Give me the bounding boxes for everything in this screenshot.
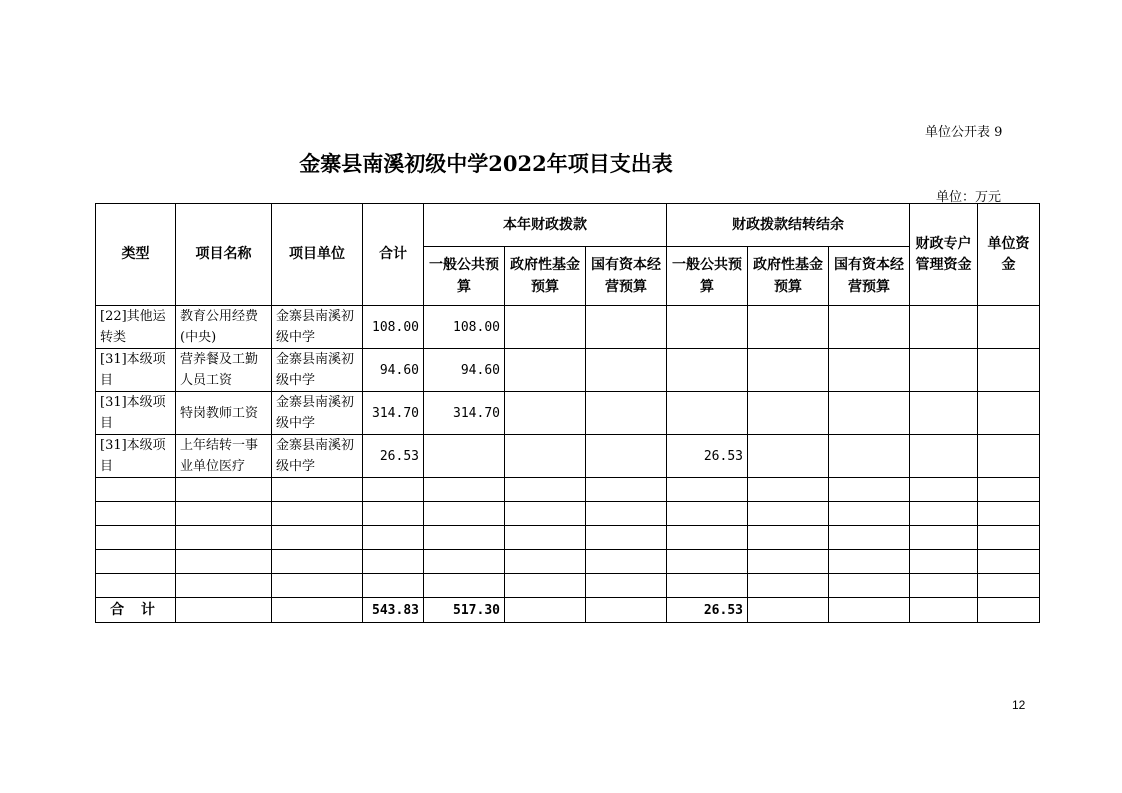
cell-state-capital-budget [586, 392, 667, 435]
table-row [96, 392, 1040, 435]
table-row [96, 306, 1040, 349]
cell-carry-general-budget: 26.53 [667, 435, 748, 478]
cell-state-capital-budget [586, 349, 667, 392]
cell-carry-general-budget [667, 349, 748, 392]
header-carry-fund-budget: 政府性基金预算 [748, 247, 829, 306]
cell-project-name: 特岗教师工资 [176, 392, 272, 435]
cell-general-budget: 108.00 [424, 306, 505, 349]
page-title: 金寨县南溪初级中学2022年项目支出表 [299, 151, 673, 176]
total-amount: 543.83 [363, 598, 424, 623]
total-carry-general-budget: 26.53 [667, 598, 748, 623]
cell-carry-fund-budget [748, 306, 829, 349]
header-special-account-funds: 财政专户管理资金 [910, 204, 978, 306]
table-row [96, 435, 1040, 478]
cell-total: 314.70 [363, 392, 424, 435]
cell-total: 108.00 [363, 306, 424, 349]
header-carry-general-budget: 一般公共预算 [667, 247, 748, 306]
header-current-year-funds: 本年财政拨款 [424, 204, 667, 247]
header-carryover-funds: 财政拨款结转结余 [667, 204, 910, 247]
cell-total: 94.60 [363, 349, 424, 392]
cell-special-account-funds [910, 349, 978, 392]
cell-project-name: 上年结转一事业单位医疗 [176, 435, 272, 478]
table-label: 单位公开表 9 [925, 125, 1003, 140]
page-number: 12 [1012, 698, 1026, 712]
cell-fund-budget [505, 349, 586, 392]
cell-state-capital-budget [586, 306, 667, 349]
cell-unit-funds [978, 435, 1040, 478]
cell-unit-funds [978, 349, 1040, 392]
cell-carry-state-capital-budget [829, 349, 910, 392]
header-total: 合计 [363, 204, 424, 306]
blank-row [96, 550, 1040, 574]
blank-row [96, 502, 1040, 526]
cell-unit-funds [978, 306, 1040, 349]
cell-general-budget [424, 435, 505, 478]
cell-type: [22]其他运转类 [96, 306, 176, 349]
cell-fund-budget [505, 306, 586, 349]
cell-special-account-funds [910, 392, 978, 435]
header-carry-state-capital-budget: 国有资本经营预算 [829, 247, 910, 306]
cell-carry-state-capital-budget [829, 306, 910, 349]
cell-special-account-funds [910, 435, 978, 478]
cell-type: [31]本级项目 [96, 435, 176, 478]
cell-general-budget: 94.60 [424, 349, 505, 392]
cell-project-name: 营养餐及工勤人员工资 [176, 349, 272, 392]
total-row [96, 598, 1040, 623]
cell-project-unit: 金寨县南溪初级中学 [272, 392, 363, 435]
cell-carry-general-budget [667, 392, 748, 435]
cell-unit-funds [978, 392, 1040, 435]
cell-project-unit: 金寨县南溪初级中学 [272, 349, 363, 392]
blank-row [96, 478, 1040, 502]
unit-label: 单位：万元 [936, 190, 1002, 205]
cell-carry-state-capital-budget [829, 435, 910, 478]
cell-carry-state-capital-budget [829, 392, 910, 435]
header-unit-funds: 单位资金 [978, 204, 1040, 306]
cell-project-unit: 金寨县南溪初级中学 [272, 306, 363, 349]
header-state-capital-budget: 国有资本经营预算 [586, 247, 667, 306]
cell-total: 26.53 [363, 435, 424, 478]
header-type: 类型 [96, 204, 176, 306]
blank-row [96, 574, 1040, 598]
project-expense-table [95, 203, 1040, 623]
cell-type: [31]本级项目 [96, 349, 176, 392]
table-row [96, 349, 1040, 392]
cell-state-capital-budget [586, 435, 667, 478]
cell-carry-fund-budget [748, 392, 829, 435]
cell-fund-budget [505, 392, 586, 435]
cell-general-budget: 314.70 [424, 392, 505, 435]
header-fund-budget: 政府性基金预算 [505, 247, 586, 306]
header-project-name: 项目名称 [176, 204, 272, 306]
cell-carry-general-budget [667, 306, 748, 349]
total-general-budget: 517.30 [424, 598, 505, 623]
cell-carry-fund-budget [748, 349, 829, 392]
cell-project-name: 教育公用经费(中央) [176, 306, 272, 349]
cell-fund-budget [505, 435, 586, 478]
cell-project-unit: 金寨县南溪初级中学 [272, 435, 363, 478]
cell-special-account-funds [910, 306, 978, 349]
header-general-budget: 一般公共预算 [424, 247, 505, 306]
blank-row [96, 526, 1040, 550]
total-label: 合 计 [96, 598, 176, 623]
header-project-unit: 项目单位 [272, 204, 363, 306]
cell-carry-fund-budget [748, 435, 829, 478]
cell-type: [31]本级项目 [96, 392, 176, 435]
